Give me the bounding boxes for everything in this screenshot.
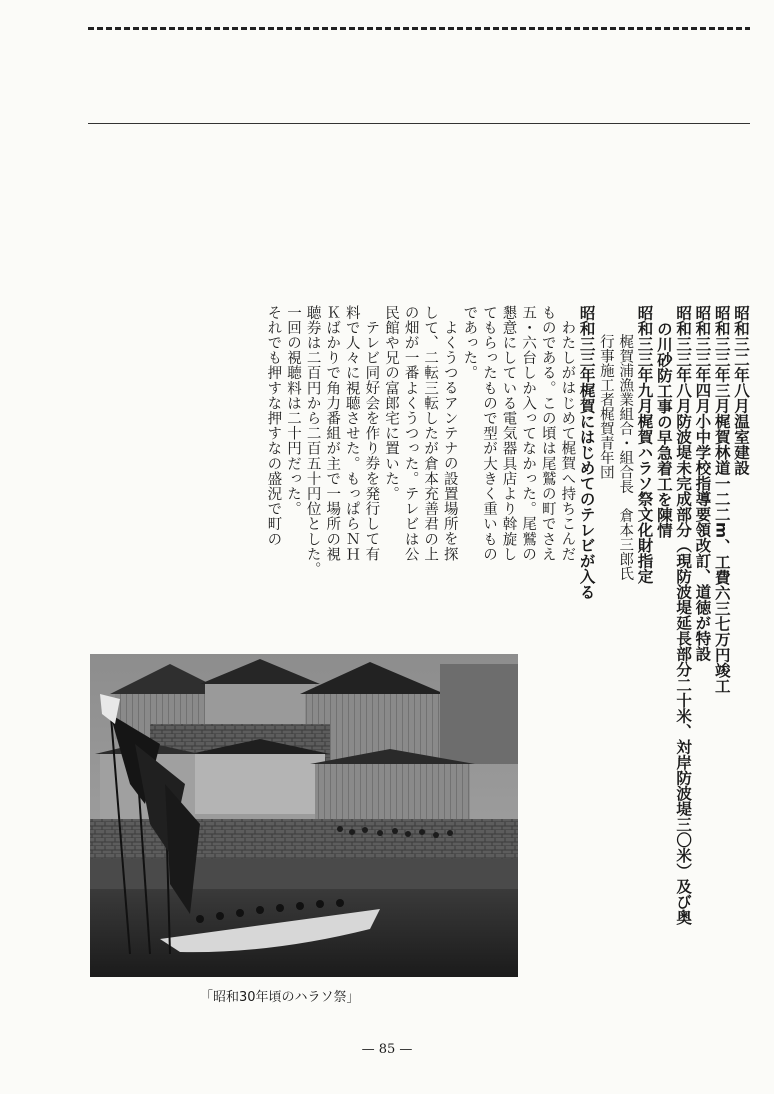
body-text-line: の畑が一番よくうつった。テレビは公 [402,305,419,562]
body-text-line: よくうつるアンテナの設置場所を探 [441,319,458,562]
body-text-line: わたしがはじめて梶賀へ持ちこんだ [559,319,576,562]
photo-caption: 「昭和30年頃のハラソ祭」 [200,990,360,1005]
chronology-line: 梶賀浦漁業組合・組合長 倉本三郎氏 [617,334,634,581]
chronology-line: 昭和三三年九月梶賀ハラソ祭文化財指定 [635,305,654,584]
page-number: — 85 — [361,1042,413,1057]
chronology-line: 昭和三二年八月温室建設 [732,305,750,476]
body-text-line: テレビ同好会を作り券を発行して有 [363,319,380,562]
chronology-line: 行事施工者梶賀青年団 [597,334,614,479]
body-text-line: 懇意にしている電気器具店より斡旋し [500,305,517,562]
body-text-line: 一回の視聴料は二十円だった。 [285,305,302,517]
body-text-line: Ｋばかりで角力番組が主で一場所の視 [324,305,341,562]
body-text-line: てもらったもので型が大きく重いもの [480,305,497,562]
body-text-line: 民館や兄の富郎宅に置いた。 [382,305,399,502]
chronology-line: 昭和三三年梶賀にはじめてのテレビが入る [577,305,596,600]
photo-illustration [90,654,518,977]
body-text-line: 料で人々に視聴させた。もっぱらＮＨ [343,305,360,562]
chronology-line: 昭和三三年三月梶賀林道一二二m、工費六三七万円竣工 [712,305,731,694]
chronology-line: の川砂防工事の早急着工を陳情 [654,320,673,538]
body-text-line: して、二転三転したが倉本充善君の上 [422,305,439,562]
body-text-line: 聴券は二百円から二百五十円位とした。 [304,305,321,577]
harasou-festival-photo [90,654,518,977]
body-text-line: であった。 [461,305,478,381]
body-text-line: 五・六台しか入ってなかった。尾鷲の [520,305,537,562]
header-solid-rule [88,123,750,124]
chronology-line: 昭和三三年四月小中学校指導要領改訂、道徳が特設 [693,305,712,662]
body-text-line: それでも押すな押すなの盛況で町の [265,305,282,547]
header-dashed-rule [88,27,750,30]
chronology-line: 昭和三三年八月防波堤未完成部分（現防波堤延長部分二十米、対岸防波堤三〇米）及び奥 [674,305,693,925]
vertical-text-block [263,305,750,925]
body-text-line: ものである。この頃は尾鷲の町でさえ [539,305,556,562]
